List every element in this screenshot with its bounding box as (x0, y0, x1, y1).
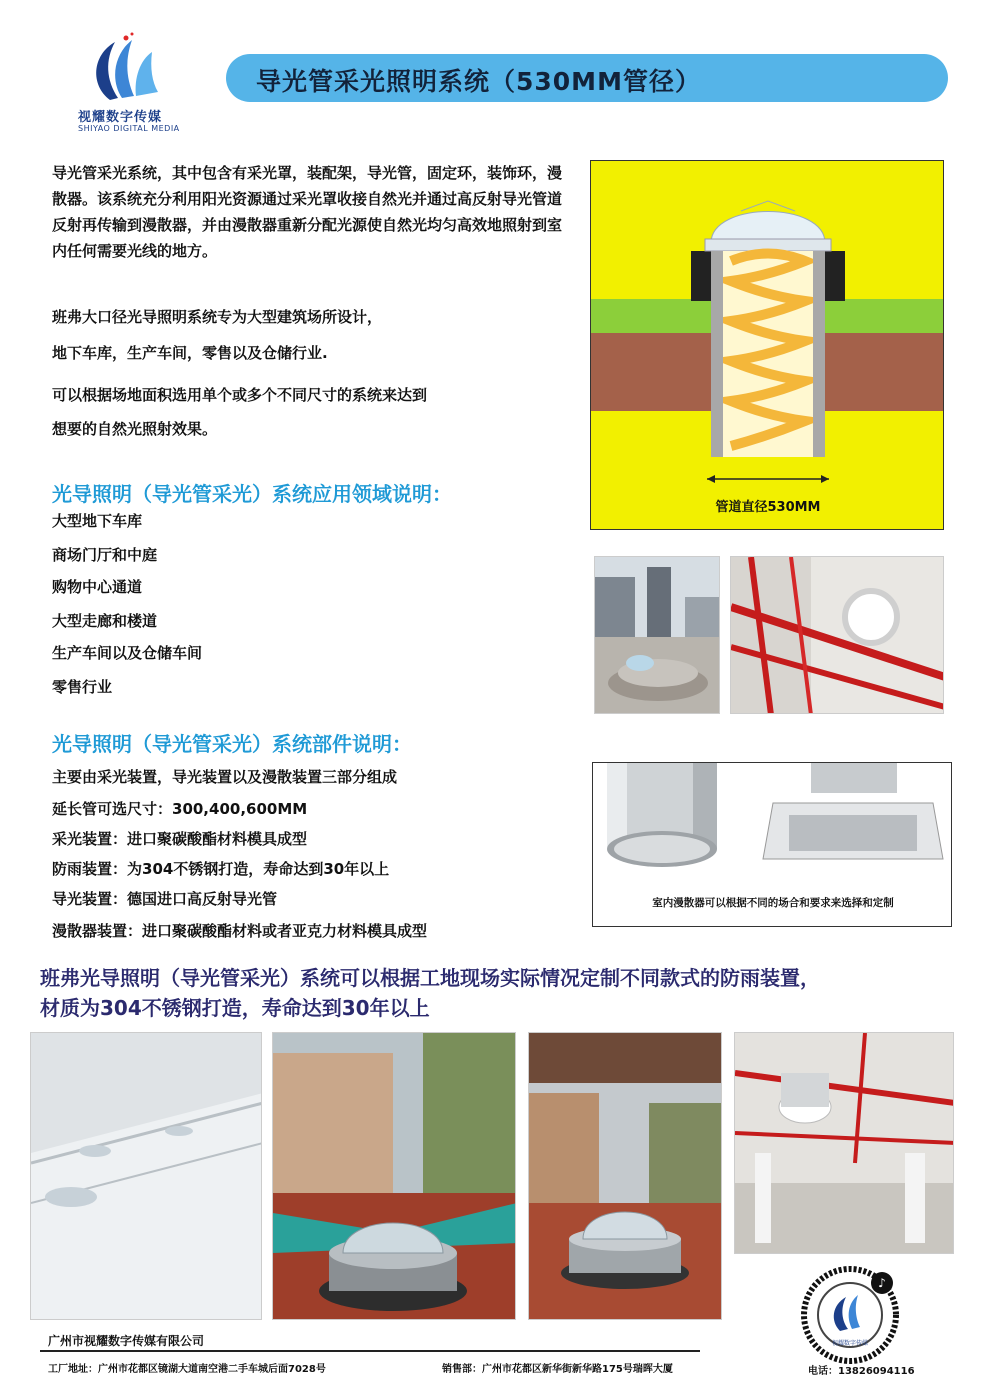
applications-heading: 光导照明（导光管采光）系统应用领域说明： (52, 482, 452, 506)
intro-paragraph: 导光管采光系统，其中包含有采光罩，装配架，导光管，固定环，装饰环，漫散器。该系统充分利用阳光资源通过采光罩收接自然光并通过高反射导光管道反射再传输到漫散器，并由漫散器重新分配光源使自然光均匀高效地照射到室内任何需要光线的地方。 (52, 164, 563, 260)
svg-text:♪: ♪ (878, 1276, 886, 1290)
application-item: 大型地下车库 (52, 512, 143, 530)
application-item: 大型走廊和楼道 (52, 612, 158, 630)
intro-line-2: 地下车库，生产车间，零售以及仓储行业. (52, 344, 328, 362)
component-item: 漫散器装置：进口聚碳酸酯材料或者亚克力材料模具成型 (52, 922, 428, 940)
company-name: 广州市视耀数字传媒有限公司 (48, 1334, 205, 1348)
photo-roof-installation (30, 1032, 262, 1320)
qr-label: 视耀数字传媒 (831, 1340, 869, 1347)
photo-outdoor-skylight (594, 556, 720, 714)
qr-code[interactable] (800, 1265, 900, 1365)
application-item: 生产车间以及仓储车间 (52, 644, 203, 662)
component-item: 主要由采光装置，导光装置以及漫散装置三部分组成 (52, 768, 398, 786)
diffuser-fixtures-panel (592, 762, 952, 927)
component-item: 防雨装置：为304不锈钢打造，寿命达到30年以上 (52, 860, 390, 878)
component-item: 延长管可选尺寸：300,400,600MM (52, 800, 308, 818)
photo-garage-interior (734, 1032, 954, 1254)
banner-line-1: 班弗光导照明（导光管采光）系统可以根据工地现场实际情况定制不同款式的防雨装置， (40, 966, 820, 990)
application-item: 购物中心通道 (52, 578, 143, 596)
photo-courtyard-dome-2 (528, 1032, 722, 1320)
application-item: 商场门厅和中庭 (52, 546, 158, 564)
photo-garage-diffuser (730, 556, 944, 714)
fixtures-caption: 室内漫散器可以根据不同的场合和要求来选择和定制 (652, 897, 894, 909)
component-item: 采光装置：进口聚碳酸酯材料模具成型 (52, 830, 308, 848)
light-tube-diagram (590, 160, 944, 530)
sales-address: 销售部：广州市花都区新华街新华路175号瑞晖大厦 (442, 1364, 673, 1375)
intro-line-3: 可以根据场地面积选用单个或多个不同尺寸的系统来达到 (52, 386, 428, 404)
application-item: 零售行业 (52, 678, 113, 696)
components-heading: 光导照明（导光管采光）系统部件说明： (52, 732, 412, 756)
footer-divider (40, 1350, 700, 1352)
brand-name-en: SHIYAO DIGITAL MEDIA (78, 124, 180, 133)
intro-line-1: 班弗大口径光导照明系统专为大型建筑场所设计， (52, 308, 383, 326)
page-title: 导光管采光照明系统（530MM管径） (256, 67, 701, 96)
banner-line-2: 材质为304不锈钢打造，寿命达到30年以上 (40, 996, 430, 1020)
brand-name: 视耀数字传媒 (78, 110, 163, 125)
photo-courtyard-dome-1 (272, 1032, 516, 1320)
diagram-label: 管道直径530MM (715, 500, 821, 515)
component-item: 导光装置：德国进口高反射导光管 (52, 890, 278, 908)
phone-number: 电话：13826094116 (808, 1366, 915, 1377)
factory-address: 工厂地址：广州市花都区镜湖大道南空港二手车城后面7028号 (48, 1364, 326, 1375)
intro-line-4: 想要的自然光照射效果。 (52, 420, 218, 438)
